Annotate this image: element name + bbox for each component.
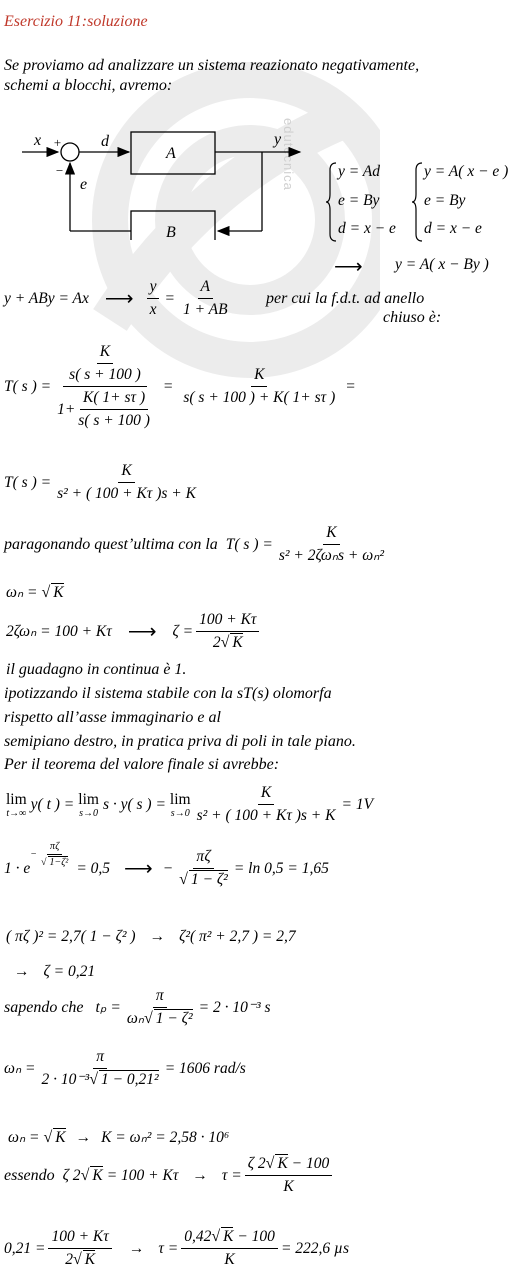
denominator: 2 · 10⁻³√ 1 − 0,21² xyxy=(41,1071,159,1088)
tau-text: essendo xyxy=(4,1166,55,1184)
denominator: x xyxy=(149,301,157,318)
paragraph-line-5: Per il teorema del valore finale si avrebbe: xyxy=(4,756,280,773)
denominator: s( s + 100 ) xyxy=(78,412,150,429)
system-2-eq-1: y = A( x − e ) xyxy=(424,163,509,180)
fraction-t2 xyxy=(54,462,199,503)
tau-lhs-rad: K xyxy=(92,1167,103,1184)
numerator: πζ xyxy=(47,841,62,855)
eq-yaby: y + ABy = Ax ⟶ $\frac{y}{x}$ = $\frac{A}{1 + AB}$ xyxy=(4,278,234,319)
paragraph-line-1: il guadagno in continua è 1. xyxy=(6,661,187,678)
denominator: 1 + AB xyxy=(182,301,228,318)
eq-tau: essendo ζ 2 √ K = 100 + Kτ → τ = $\frac{\zeta 2√ K - 100}{K}$ xyxy=(4,1155,335,1196)
signal-x: x xyxy=(34,132,42,149)
paragraph-line-3: rispetto all’asse immaginario e al xyxy=(4,709,221,726)
sqrt-k: K xyxy=(53,584,64,601)
num-pre: 0,42 xyxy=(184,1228,212,1245)
denominator: s( s + 100 ) + K( 1+ sτ ) xyxy=(183,389,336,406)
numerator: π xyxy=(93,1048,107,1069)
overshoot-rhs: = ln 0,5 = 1,65 xyxy=(233,859,329,877)
numerator: K xyxy=(323,524,339,545)
exp-fraction xyxy=(38,841,71,868)
eq-omega-n: ωₙ = √ K xyxy=(6,583,64,601)
num-pre: ζ 2 xyxy=(247,1155,266,1172)
system-2-eq-3: d = x − e xyxy=(424,220,482,237)
denominator: √ 1−ζ² xyxy=(41,857,69,868)
tau-lhs-post: = 100 + Kτ xyxy=(106,1166,179,1184)
fraction-overshoot xyxy=(176,848,231,889)
arrow: → xyxy=(192,1166,208,1184)
numerator: K( 1+ sτ ) xyxy=(80,389,148,410)
block-b-label: B xyxy=(166,224,176,240)
den-pre: ωₙ xyxy=(126,1010,144,1027)
one-plus: 1+ xyxy=(57,400,76,418)
system-2-eq-2: e = By xyxy=(424,192,466,209)
denominator: K xyxy=(224,1251,235,1268)
fraction-k1st xyxy=(75,389,153,430)
numerator: y xyxy=(147,278,160,299)
eq-squared xyxy=(6,928,296,946)
fraction-a-over-1ab xyxy=(180,278,231,319)
eq-compare xyxy=(4,524,390,565)
signal-y: y xyxy=(274,131,282,148)
fraction-wn xyxy=(38,1048,161,1089)
eq-final xyxy=(4,1228,349,1269)
lim-3 xyxy=(170,791,191,819)
system-1-brace xyxy=(326,162,338,242)
eq-t-simplified xyxy=(4,462,202,503)
fraction-result xyxy=(180,366,338,407)
numerator: ζ 2√ K − 100 xyxy=(245,1155,333,1176)
den-pre: 2 xyxy=(65,1251,73,1268)
eq-zeta xyxy=(6,611,262,652)
intro-line-2: schemi a blocchi, avremo: xyxy=(4,77,173,94)
system-1-eq-3: d = x − e xyxy=(338,220,396,237)
lim-expr-1: y( t ) = xyxy=(30,795,75,813)
numerator: A xyxy=(198,278,213,299)
exp-rad: 1−ζ² xyxy=(49,857,69,868)
fraction-k-over-s xyxy=(66,343,144,384)
closed-loop-text-1: per cui la f.d.t. ad anello xyxy=(266,290,425,307)
compound-fraction xyxy=(54,343,156,430)
numerator: 100 + Kτ xyxy=(196,611,259,632)
k-lhs: ωₙ = xyxy=(8,1129,40,1146)
signal-d: d xyxy=(101,133,109,150)
num-rad: K xyxy=(223,1228,234,1245)
signal-e: e xyxy=(80,176,88,193)
eq-t2-lhs: T( s ) = xyxy=(4,473,52,491)
final-tau: τ = xyxy=(158,1239,179,1257)
compare-text: paragonando quest’ultima con la xyxy=(4,535,218,553)
fraction-y-over-x xyxy=(147,278,160,319)
fraction-tp xyxy=(124,987,196,1028)
eq-zeta-value xyxy=(14,963,95,981)
sum-plus: + xyxy=(53,135,62,150)
den-pre: 2 xyxy=(212,634,221,651)
lim-expr-2: s · y( s ) = xyxy=(102,795,166,813)
eq-tp xyxy=(4,987,271,1028)
arrow: → xyxy=(128,1239,145,1257)
final-rhs: = 222,6 µs xyxy=(280,1239,349,1257)
eq-limit xyxy=(6,784,373,825)
arrow: → xyxy=(75,1128,92,1146)
exp-base: 1 · e xyxy=(4,859,31,877)
numerator: K xyxy=(118,462,134,483)
squared-rhs: ζ²( π² + 2,7 ) = 2,7 xyxy=(179,928,296,945)
fraction-final-1 xyxy=(48,1228,111,1269)
den-rad: K xyxy=(84,1251,96,1268)
closed-loop-text-2: chiuso è: xyxy=(383,309,442,326)
denominator: 2√ K xyxy=(212,634,243,651)
paragraph-line-2: ipotizzando il sistema stabile con la sT(s) olomorfa xyxy=(4,685,332,702)
numerator: 100 + Kτ xyxy=(48,1228,111,1249)
implies-arrow: ⟶ xyxy=(334,256,363,278)
den-rad: 1 − ζ² xyxy=(190,871,228,888)
num-post: − 100 xyxy=(291,1155,330,1172)
arrow: → xyxy=(149,928,166,945)
zeta-lhs: ζ = xyxy=(172,622,194,640)
overshoot-eq1: = 0,5 xyxy=(76,859,111,877)
den-rad: 1 − 0,21² xyxy=(100,1071,159,1088)
eq-t-compound: T( s ) = $\frac{K}{s( s + 100 )}$ 1+ $\frac{K( 1+ s\tau )}{s( s + 100 )}$ = $\frac{K}{s( s + 100 ) + K( 1+ s\tau )}$ = xyxy=(4,343,356,429)
numerator: K xyxy=(258,784,274,805)
exp-minus: − xyxy=(30,849,38,860)
zeta-value: ζ = 0,21 xyxy=(43,963,96,980)
tp-rhs: = 2 · 10⁻³ s xyxy=(198,999,271,1016)
eq-k-value: ωₙ = √ K → K = ωₙ² = 2,58 · 10⁶ xyxy=(8,1128,230,1146)
denominator: √ 1 − ζ² xyxy=(179,871,228,888)
compare-lhs: T( s ) = xyxy=(225,535,273,553)
fraction-standard-form xyxy=(276,524,387,565)
fraction-zeta xyxy=(196,611,259,652)
tp-text: sapendo che xyxy=(4,998,84,1016)
overshoot-minus: − xyxy=(162,859,174,877)
arrow: ⟶ xyxy=(104,288,134,310)
num-rad: K xyxy=(277,1155,288,1172)
lim-sub: t→∞ xyxy=(6,807,27,819)
arrow: → xyxy=(14,963,30,980)
sqrt-k: K xyxy=(55,1129,66,1146)
eq-t1-end: = xyxy=(345,377,356,395)
den-rad: 1 − ζ² xyxy=(155,1010,193,1027)
lim-text: lim xyxy=(6,790,27,808)
numerator: π xyxy=(153,987,167,1008)
numerator: 0,42√ K − 100 xyxy=(181,1228,278,1249)
system-1-eq-1: y = Ad xyxy=(338,163,381,180)
eq-yaby-lhs: y + ABy = Ax xyxy=(4,289,89,307)
limit-result: = 1V xyxy=(341,795,374,813)
den-pre: 2 · 10⁻³ xyxy=(41,1071,90,1088)
fraction-tau xyxy=(245,1155,333,1196)
exponent xyxy=(30,841,72,868)
num-post: − 100 xyxy=(237,1228,275,1245)
lim-1 xyxy=(6,791,27,819)
denominator: 2√ K xyxy=(65,1251,96,1268)
block-a-label: A xyxy=(166,145,176,162)
lim-sub: s→0 xyxy=(170,807,190,819)
lim-sub: s→0 xyxy=(79,807,99,819)
omega-n-lhs: ωₙ = xyxy=(6,584,38,601)
denominator: K xyxy=(283,1178,294,1195)
numerator: K xyxy=(97,343,113,364)
fraction-final-2 xyxy=(181,1228,278,1269)
fraction-limit xyxy=(194,784,339,825)
zeta-eq-lhs: 2ζωₙ = 100 + Kτ xyxy=(6,623,112,640)
compound-numerator xyxy=(63,343,147,387)
block-diagram xyxy=(0,115,320,240)
system-1-eq-2: e = By xyxy=(338,192,380,209)
denominator: s( s + 100 ) xyxy=(69,366,141,383)
squared-lhs: ( πζ )² = 2,7( 1 − ζ² ) xyxy=(6,928,136,945)
tau-lhs: τ = xyxy=(221,1166,242,1184)
implies-result: y = A( x − By ) xyxy=(395,256,489,273)
lim-text: lim xyxy=(78,790,99,808)
numerator: K xyxy=(251,366,267,387)
sum-minus: − xyxy=(55,163,64,178)
numerator: πζ xyxy=(193,848,213,869)
arrow: ⟶ xyxy=(127,621,157,643)
wn-rhs: = 1606 rad/s xyxy=(164,1059,246,1077)
system-2-brace xyxy=(412,162,424,242)
k-rhs: K = ωₙ² = 2,58 · 10⁶ xyxy=(101,1129,230,1146)
lim-text: lim xyxy=(169,790,191,808)
intro-line-1: Se proviamo ad analizzare un sistema reazionato negativamente, xyxy=(4,57,420,74)
arrow: ⟶ xyxy=(124,858,153,880)
compound-denominator xyxy=(54,387,156,430)
denominator: ωₙ√ 1 − ζ² xyxy=(126,1010,193,1027)
denominator: s² + ( 100 + Kτ )s + K xyxy=(196,807,336,824)
paragraph-line-4: semipiano destro, in pratica priva di poli in tale piano. xyxy=(4,733,356,750)
watermark-text: edutecnica xyxy=(281,118,296,191)
eq-wn-value xyxy=(4,1048,246,1089)
tau-lhs-pre: ζ 2 xyxy=(62,1166,81,1184)
tp-lhs: tₚ = xyxy=(95,999,121,1016)
final-lhs: 0,21 = xyxy=(4,1239,46,1257)
wn-lhs: ωₙ = xyxy=(4,1060,36,1077)
denominator: s² + ( 100 + Kτ )s + K xyxy=(57,485,196,502)
eq-t1-lhs: T( s ) = xyxy=(4,377,52,395)
lim-2 xyxy=(78,791,99,819)
denominator: s² + 2ζωₙs + ωₙ² xyxy=(278,547,384,564)
den-rad: K xyxy=(232,634,243,651)
page-title: Esercizio 11:soluzione xyxy=(4,13,148,30)
